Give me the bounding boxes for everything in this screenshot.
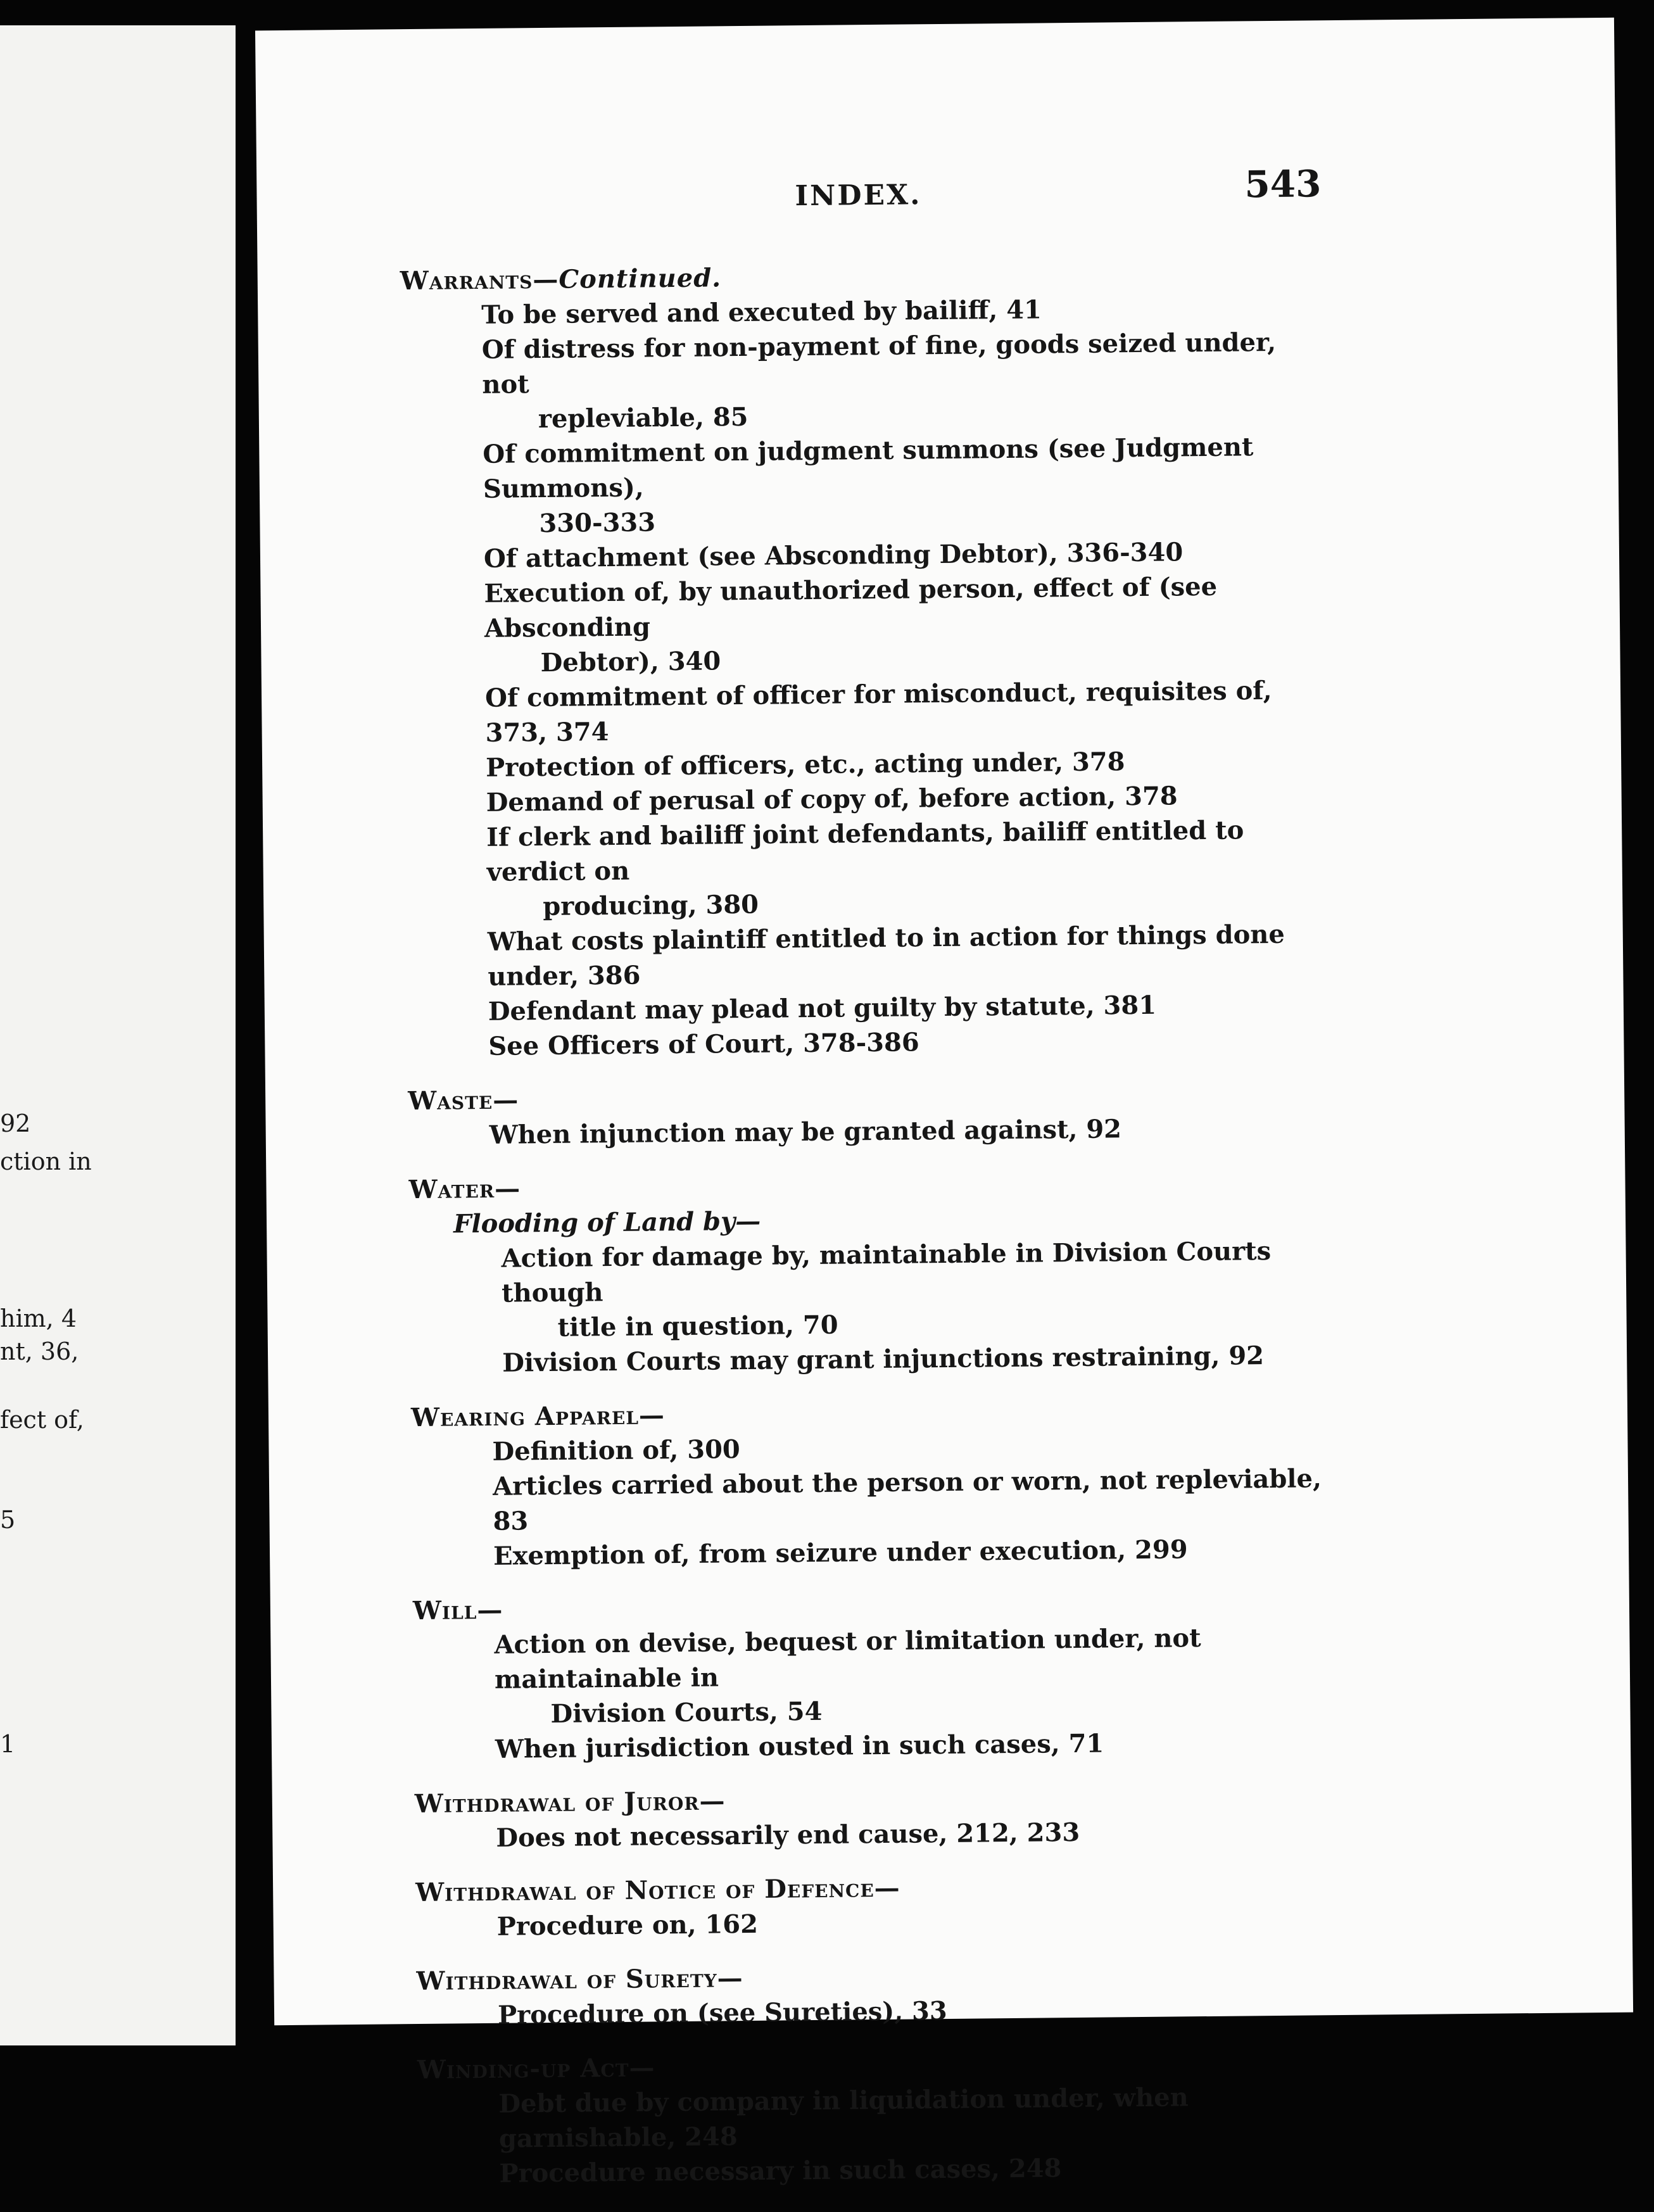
entry-heading: Withdrawal of Surety— <box>416 1963 743 1997</box>
subentry-text: Procedure on, 162 <box>496 1909 759 1942</box>
index-entry <box>413 1584 1346 1767</box>
index-subentry <box>412 1461 1343 1539</box>
subentry-text: Execution of, by unauthorized person, effect of (see Absconding <box>484 571 1218 643</box>
subentry-continuation: repleviable, 85 <box>538 401 748 434</box>
subentry-text: Demand of perusal of copy of, before action, 378 <box>486 781 1178 818</box>
entry-heading: Wearing Apparel— <box>410 1400 666 1433</box>
subentry-continuation: title in question, 70 <box>557 1310 838 1343</box>
index-subentry <box>417 2078 1349 2157</box>
index-entry <box>415 1778 1346 1856</box>
entry-heading: Winding-up Act— <box>417 2052 655 2085</box>
heading-continued: Continued. <box>559 263 722 294</box>
page-header <box>256 162 1615 216</box>
entry-heading: Warrants—Continued. <box>400 263 722 296</box>
subentry-text: Procedure necessary in such cases, 248 <box>499 2153 1062 2189</box>
subentry-text: What costs plaintiff entitled to in action for things done under, 386 <box>487 919 1285 992</box>
subentry-continuation: Debtor), 340 <box>540 646 721 678</box>
subentry-text: See Officers of Court, 378-386 <box>488 1027 919 1061</box>
subentry-text: When injunction may be granted against, 92 <box>489 1114 1122 1150</box>
subentry-text: Does not necessarily end cause, 212, 233 <box>496 1817 1080 1853</box>
index-entry <box>417 2044 1349 2192</box>
left-fragment: him, 4 <box>0 1305 77 1332</box>
index-entry <box>408 1075 1339 1153</box>
subentry-text: Articles carried about the person or worn, not repleviable, 83 <box>492 1463 1322 1536</box>
index-subentry <box>401 429 1334 542</box>
index-entries <box>400 255 1349 2211</box>
index-subentry <box>407 916 1338 995</box>
index-subentry <box>405 812 1337 925</box>
subentry-text: Definition of, 300 <box>492 1434 740 1467</box>
subentry-text: Exemption of, from seizure under execution, 299 <box>493 1534 1188 1571</box>
subentry-text: Division Courts may grant injunctions restraining, 92 <box>502 1341 1265 1378</box>
entry-subheading: Flooding of Land by— <box>453 1206 761 1239</box>
index-entry <box>415 1866 1347 1945</box>
subentry-text: Of distress for non-payment of fine, goods seized under, not <box>481 327 1277 400</box>
index-subentry <box>404 673 1335 751</box>
subentry-text: Debt due by company in liquidation under, when garnishable, 248 <box>498 2082 1189 2154</box>
entry-heading: Withdrawal of Juror— <box>414 1786 726 1819</box>
left-fragment: 5 <box>0 1506 16 1534</box>
entry-heading: Waste— <box>407 1085 519 1116</box>
index-entry <box>400 255 1339 1065</box>
left-fragment: 92 <box>0 1109 31 1137</box>
subentry-continuation: producing, 380 <box>543 889 759 922</box>
subentry-continuation: Division Courts, 54 <box>550 1696 823 1729</box>
index-subentry <box>413 1619 1345 1733</box>
left-page-edge <box>0 25 236 2045</box>
subentry-text: If clerk and bailiff joint defendants, bailiff entitled to verdict on <box>486 815 1244 887</box>
subentry-text: Action for damage by, maintainable in Division Courts though <box>501 1236 1272 1308</box>
subentry-text: Defendant may plead not guilty by statute, 381 <box>488 990 1157 1027</box>
page-number: 543 <box>1244 162 1322 206</box>
index-entry <box>408 1163 1341 1381</box>
left-fragment: nt, 36, <box>0 1337 79 1365</box>
subentry-text: Of commitment on judgment summons (see Judgment Summons), <box>483 432 1254 504</box>
index-subentry <box>401 324 1333 438</box>
entry-heading: Water— <box>408 1173 521 1205</box>
index-subentry <box>403 568 1335 681</box>
subentry-text: To be served and executed by bailiff, 41 <box>481 294 1042 330</box>
entry-heading: Will— <box>412 1595 503 1626</box>
index-entry <box>416 1955 1348 2033</box>
subentry-text: Procedure on (see Sureties), 33 <box>497 1995 947 2030</box>
subentry-text: When jurisdiction ousted in such cases, 71 <box>495 1728 1104 1764</box>
subentry-text: Of attachment (see Absconding Debtor), 336-340 <box>483 537 1184 574</box>
entry-heading: Withdrawal of Notice of Defence— <box>415 1873 900 1908</box>
left-fragment: fect of, <box>0 1406 84 1434</box>
left-fragment: 1 <box>0 1730 16 1758</box>
subentry-continuation: 330-333 <box>539 507 656 539</box>
left-fragment: ction in <box>0 1147 92 1175</box>
subentry-text: Of commitment of officer for misconduct, requisites of, 373, 374 <box>484 675 1272 748</box>
index-entry <box>411 1391 1344 1574</box>
page-title: INDEX. <box>795 179 922 213</box>
subentry-text: Protection of officers, etc., acting under, 378 <box>485 747 1125 783</box>
index-subentry <box>409 1233 1341 1346</box>
subentry-text: Action on devise, bequest or limitation under, not maintainable in <box>494 1623 1201 1695</box>
index-page <box>255 18 1633 2189</box>
